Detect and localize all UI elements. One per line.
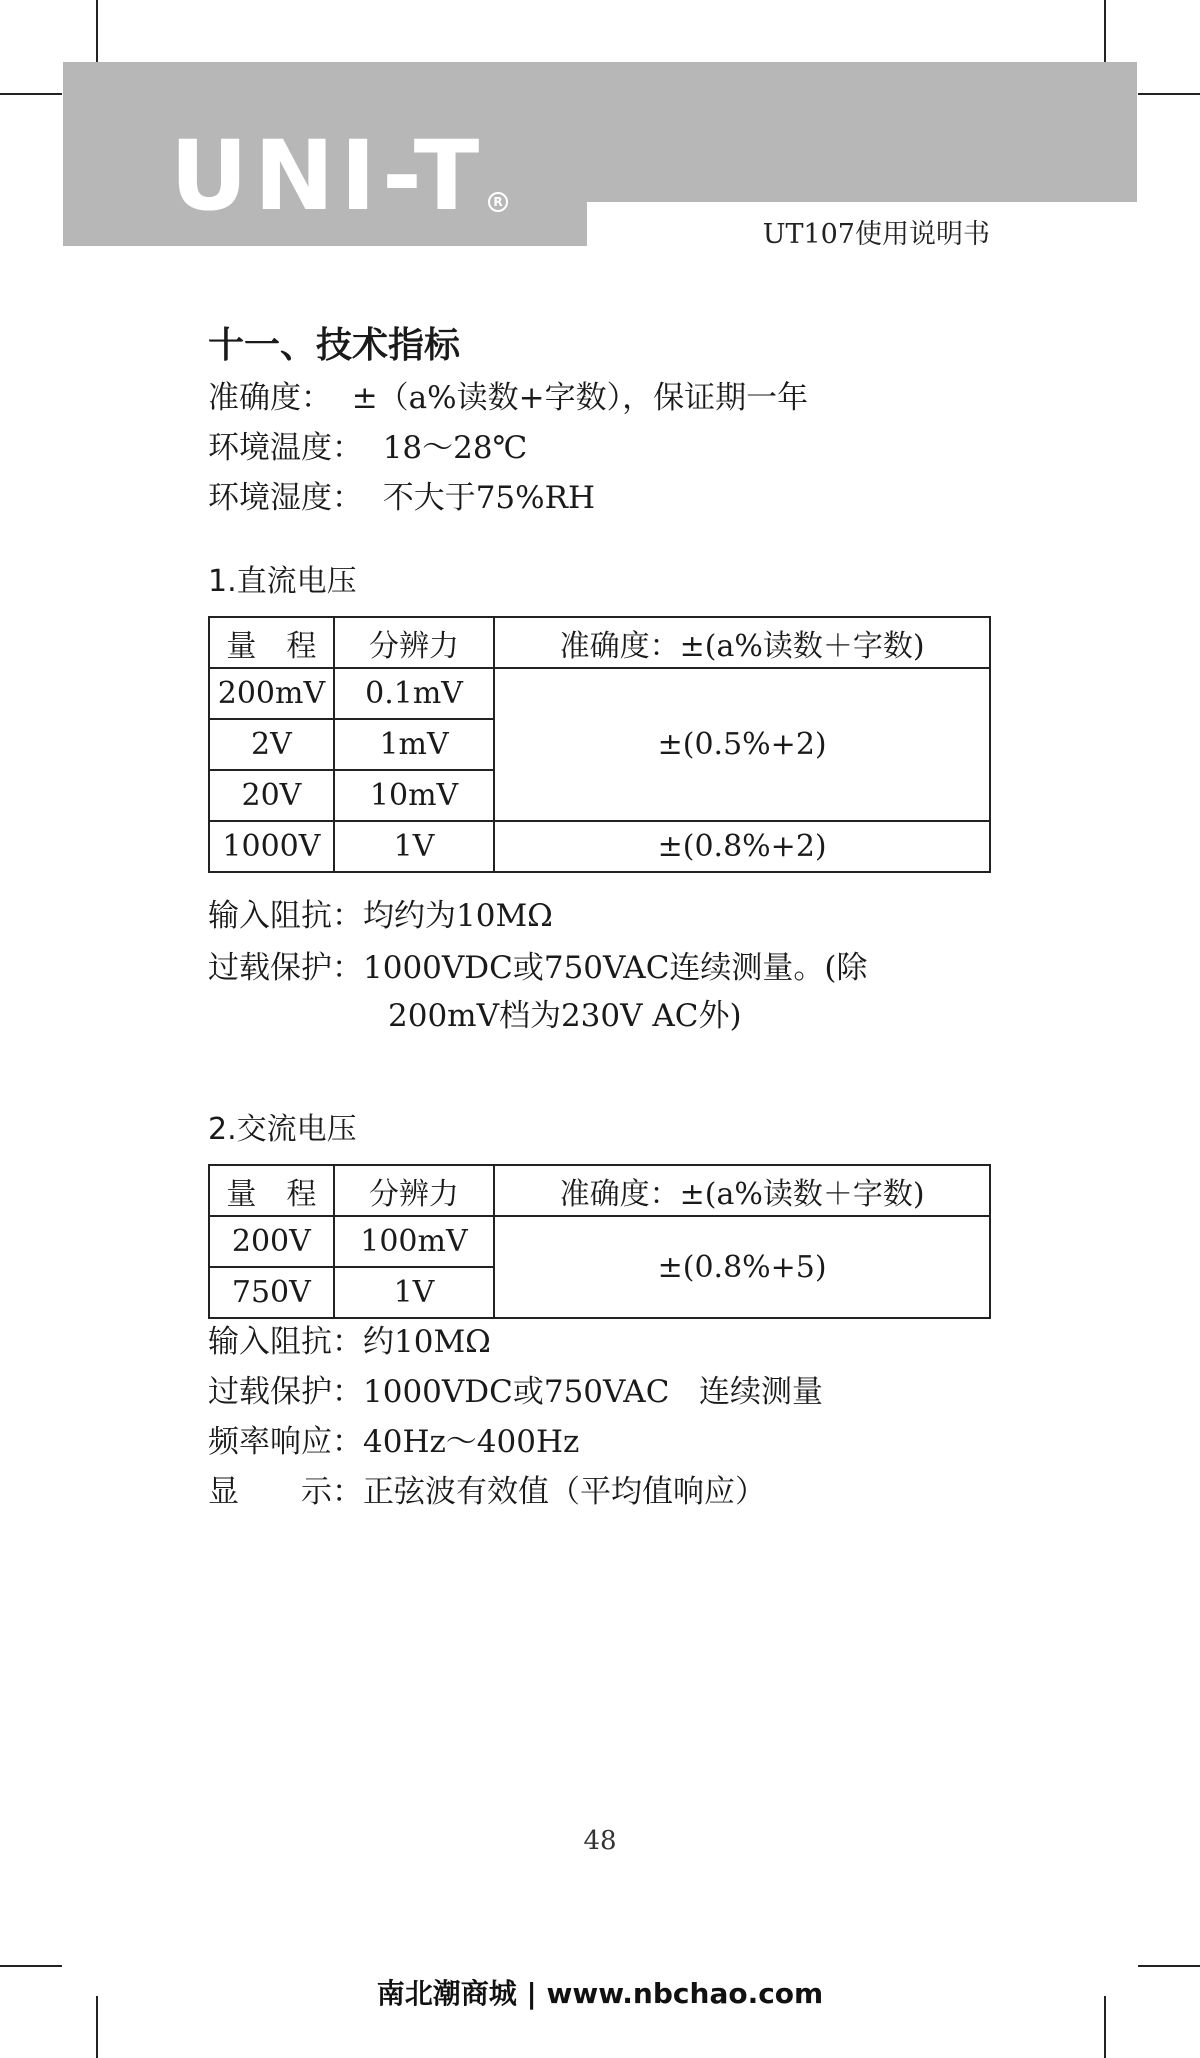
table-header-row <box>209 617 990 668</box>
header-accuracy: 准确度：±(a%读数＋字数) <box>494 1165 990 1216</box>
resolution-cell: 1mV <box>334 719 494 770</box>
ac-overload: 过载保护：1000VDC或750VAC 连续测量 <box>208 1374 823 1410</box>
header-resolution: 分辨力 <box>334 617 494 668</box>
ac-impedance: 输入阻抗：约10MΩ <box>208 1324 491 1360</box>
header-accuracy: 准确度：±(a%读数＋字数) <box>494 617 990 668</box>
ac-voltage-table <box>208 1164 991 1319</box>
resolution-cell: 1V <box>334 821 494 872</box>
humidity-line: 环境湿度： 不大于75%RH <box>208 480 595 516</box>
resolution-cell: 0.1mV <box>334 668 494 719</box>
dc-voltage-table <box>208 616 991 873</box>
accuracy-cell: ±(0.8%+2) <box>494 821 990 872</box>
header-resolution: 分辨力 <box>334 1165 495 1216</box>
ac-display: 显 示：正弦波有效值（平均值响应） <box>208 1474 766 1510</box>
resolution-cell: 1V <box>334 1267 495 1318</box>
crop-mark <box>0 93 62 95</box>
table-header-row <box>209 1165 990 1216</box>
registered-mark-icon: R <box>488 192 508 212</box>
range-cell: 20V <box>209 770 334 821</box>
table-row <box>209 821 990 872</box>
temperature-line: 环境温度： 18～28℃ <box>208 430 528 466</box>
table-row <box>209 668 990 719</box>
crop-mark <box>0 1965 62 1967</box>
accuracy-line: 准确度： ±（a%读数+字数），保证期一年 <box>208 380 809 416</box>
dc-overload-line-2: 200mV档为230V AC外) <box>388 998 742 1034</box>
header-range: 量 程 <box>209 617 334 668</box>
range-cell: 200mV <box>209 668 334 719</box>
footer-watermark: 南北潮商城 | www.nbchao.com <box>376 1977 824 2010</box>
resolution-cell: 100mV <box>334 1216 495 1267</box>
resolution-cell: 10mV <box>334 770 494 821</box>
accuracy-cell: ±(0.5%+2) <box>494 668 990 821</box>
crop-mark <box>1138 93 1200 95</box>
dc-voltage-heading: 1.直流电压 <box>208 564 357 599</box>
range-cell: 2V <box>209 719 334 770</box>
table-row <box>209 1216 990 1267</box>
accuracy-cell: ±(0.8%+5) <box>494 1216 990 1318</box>
range-cell: 200V <box>209 1216 334 1267</box>
brand-logo: UNI-T <box>170 120 486 232</box>
header-range: 量 程 <box>209 1165 334 1216</box>
section-title: 十一、技术指标 <box>208 325 461 366</box>
document-title: UT107使用说明书 <box>762 219 990 250</box>
dc-impedance: 输入阻抗：均约为10MΩ <box>208 898 553 934</box>
crop-mark <box>1104 0 1106 62</box>
range-cell: 750V <box>209 1267 334 1318</box>
range-cell: 1000V <box>209 821 334 872</box>
page-number: 48 <box>583 1826 617 1856</box>
ac-voltage-heading: 2.交流电压 <box>208 1112 357 1147</box>
crop-mark <box>96 0 98 62</box>
dc-overload-line-1: 过载保护：1000VDC或750VAC连续测量。(除 <box>208 950 868 986</box>
ac-frequency-response: 频率响应：40Hz～400Hz <box>208 1424 580 1460</box>
crop-mark <box>1138 1965 1200 1967</box>
